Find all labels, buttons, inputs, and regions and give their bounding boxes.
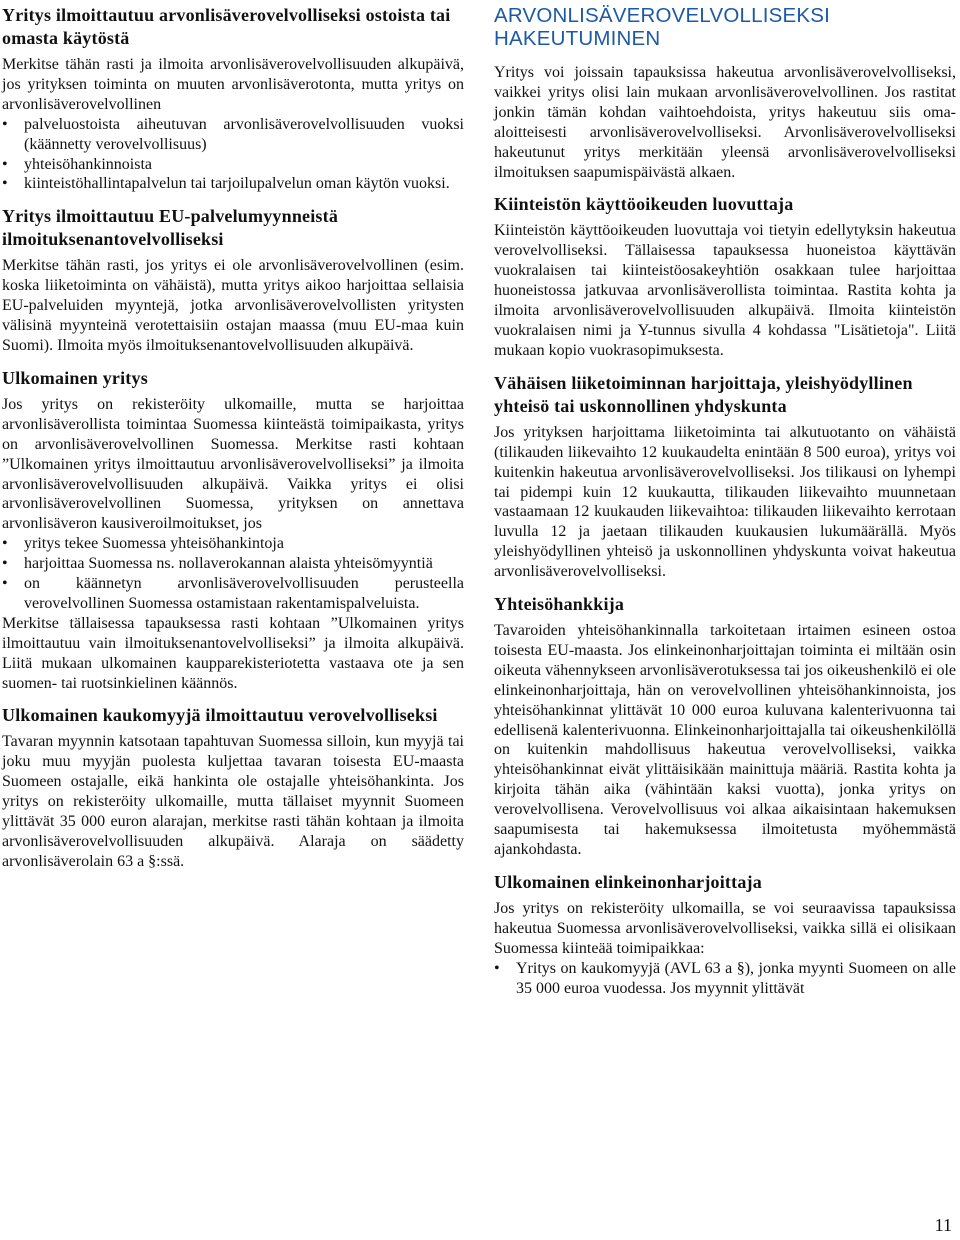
section-heading: Yhteisöhankkija — [494, 594, 625, 615]
section-heading: Yritys ilmoittautuu arvonlisäverovelvolliseksi ostoista tai omasta käytöstä — [2, 5, 451, 48]
section-paragraph: Jos yritys on rekisteröity ulkomailla, se voi seuraavissa tapauksissa hakeutua Suomessa arvonlisäverovelvolliseksi, vaikka sillä ei olisikaan Suomessa kiinteää toimipaikkaa: — [494, 899, 956, 957]
list-item: • on käännetyn arvonlisäverovelvollisuuden perusteella verovelvollinen Suomessa ostamistaan rakentamispalveluista. — [2, 574, 464, 614]
list-item: • palveluostoista aiheutuvan arvonlisäverovelvollisuuden vuoksi (käännetty verovelvollisuus) — [2, 115, 464, 155]
section-paragraph: Merkitse tähän rasti ja ilmoita arvonlisäverovelvollisuuden alkupäivä, jos yrityksen toiminta on muuten arvonlisäverotonta, mutta yritys on arvonlisäverovelvollinen — [2, 56, 464, 113]
main-heading: ARVONLISÄVEROVELVOLLISEKSI HAKEUTUMINEN — [494, 4, 831, 50]
bullet-list — [494, 959, 956, 999]
list-item: • yhteisöhankinnoista — [2, 155, 464, 175]
bullet-list — [2, 115, 464, 195]
list-item: • harjoittaa Suomessa ns. nollaverokannan alaista yhteisömyyntiä — [2, 554, 464, 574]
section-paragraph: Merkitse tähän rasti, jos yritys ei ole arvonlisäverovelvollinen (esim. koska liiketoiminta on vähäistä), mutta yritys aikoo harjoittaa sellaisia EU-palveluiden myyntejä, jotka arvonlisäverovelvollisten yritysten välisinä myynteinä verotettaisiin ostajan maassa (muu EU-maa kuin Suomi). Ilmoita myös ilmoituksenantovelvollisuuden alkupäivä. — [2, 257, 464, 354]
left-column — [2, 4, 464, 883]
section-heading: Kiinteistön käyttöoikeuden luovuttaja — [494, 194, 794, 215]
section-heading: Ulkomainen kaukomyyjä ilmoittautuu verovelvolliseksi — [2, 705, 438, 726]
section-heading: Yritys ilmoittautuu EU-palvelumyynneistä ilmoituksenantovelvolliseksi — [2, 206, 339, 250]
section-heading: Vähäisen liiketoiminnan harjoittaja, yleishyödyllinen yhteisö tai uskonnollinen yhdyskunta — [494, 372, 913, 416]
right-column — [494, 4, 956, 1009]
section-heading: Ulkomainen yritys — [2, 367, 148, 388]
list-item: • kiinteistöhallintapalvelun tai tarjoilupalvelun oman käytön vuoksi. — [2, 174, 464, 194]
list-item: • Yritys on kaukomyyjä (AVL 63 a §), jonka myynti Suomeen on alle 35 000 euroa vuodessa. Jos myynnit ylittävät — [494, 959, 956, 999]
section-heading: Ulkomainen elinkeinonharjoittaja — [494, 871, 762, 892]
section-paragraph: Kiinteistön käyttöoikeuden luovuttaja voi tietyin edellytyksin hakeutua verovelvolliseksi. Tällaisessa tapauksessa huoneistoa käyttävän vuokralaisen tai kiinteistöosakeyhtiön osakkaan tulee harjoittaa huoneistossa jatkuvaa arvonlisäverollista toimintaa. Rastita kohta ja ilmoita arvonlisäverovelvollisuuden alkupäivä. Ilmoita kiinteistön vuokralaisen nimi ja Y-tunnus sivulla 4 kohdassa "Lisätietoja". Liitä mukaan kopio vuokrasopimuksesta. — [494, 222, 956, 359]
bullet-list — [2, 534, 464, 614]
section-paragraph: Merkitse tällaisessa tapauksessa rasti kohtaan ”Ulkomainen yritys ilmoittautuu vain ilmoituksenantovelvolliseksi” ja ilmoita alkupäivä. Liitä mukaan ulkomainen kaupparekisteriotetta vastaava ote ja sen suomen- tai ruotsinkielinen käännös. — [2, 614, 464, 692]
section-paragraph: Tavaran myynnin katsotaan tapahtuvan Suomessa silloin, kun myyjä tai joku muu myyjän puolesta kuljettaa tavaran toisesta EU-maasta Suomeen ostajalle, eikä hankinta ole ostajalle yhteisöhankinta. Jos yritys on rekisteröity ulkomaille, mutta tällaiset myynnit Suomeen ylittävät 35 000 euron alarajan, merkitse rasti tähän kohtaan ja ilmoita arvonlisäverovelvollisuuden alkupäivä. Alaraja on säädetty arvonlisäverolain 63 a §:ssä. — [2, 733, 464, 870]
section-paragraph: Yritys voi joissain tapauksissa hakeutua arvonlisäverovelvolliseksi, vaikkei yritys olisi lain mukaan arvonlisäverovelvollinen. Jos rastitat jonkin tämän kohdan vaihtoehdoista, yritys hakeutuu siis oma-aloitteisesti arvonlisäverovelvolliseksi. Arvonlisäverovelvolliseksi hakeutunut yritys merkitään yleensä arvonlisäverovelvolliseksi ilmoituksen saapumispäivästä alkaen. — [494, 64, 956, 181]
section-paragraph: Tavaroiden yhteisöhankinnalla tarkoitetaan irtaimen esineen ostoa toisesta EU-maasta. Jos elinkeinonharjoittajan toiminta ei miltään osin oikeuta vähennykseen arvonlisäverotuksessa tai jos oikeushenkilö ei ole elinkeinonharjoittaja, hän on verovelvollinen yhteisöhankinnoista, jos yhteisöhankinnat ylittävät 10 000 euroa kuluvana kalenterivuonna tai edellisenä kalenterivuonna. Elinkeinonharjoittajalla tai oikeushenkilöllä on kuitenkin mahdollisuus hakeutua verovelvolliseksi, vaikka yhteisöhankinnat eivät ylittäisikään mainittuja määriä. Rastita kohta ja kirjoita tähän aika (vähintään kaksi vuotta), jonka yritys on verovelvollisena. Verovelvollisuus voi alkaa aikaisintaan hakemuksen saapumisesta tai hakemuksessa ilmoitetusta myöhemmästä ajankohdasta. — [494, 622, 956, 858]
page-number: 11 — [934, 1215, 952, 1235]
section-paragraph: Jos yritys on rekisteröity ulkomaille, mutta se harjoittaa arvonlisäverollista toimintaa Suomessa kiinteästä toimipaikasta, yritys on arvonlisäverovelvollinen Suomessa. Merkitse rasti kohtaan ”Ulkomainen yritys ilmoittautuu arvonlisäverovelvolliseksi” ja ilmoita arvonlisäverovelvollisuuden alkupäivä. Vaikka yritys ei olisi arvonlisäverovelvollinen Suomessa, yrityksen on annettava arvonlisäveron kausiveroilmoitukset, jos — [2, 395, 464, 533]
section-paragraph: Jos yrityksen harjoittama liiketoiminta tai alkutuotanto on vähäistä (tilikauden liikevaihto 12 kuukaudelta enintään 8 500 euroa), yritys voi kuitenkin hakeutua arvonlisäverovelvolliseksi. Jos tilikausi on lyhempi tai pidempi kuin 12 kuukautta, tilikauden liikevaihto muunnetaan vastaamaan 12 kuukauden liikevaihtoa: tilikauden liikevaihto kerrotaan luvulla 12 ja jaetaan tilikauden kuukausien lukumäärällä. Myös yleishyödyllinen yhteisö ja uskonnollinen yhdyskunta voivat hakeutua arvonlisäverovelvolliseksi. — [494, 423, 956, 581]
list-item: • yritys tekee Suomessa yhteisöhankintoja — [2, 534, 464, 554]
